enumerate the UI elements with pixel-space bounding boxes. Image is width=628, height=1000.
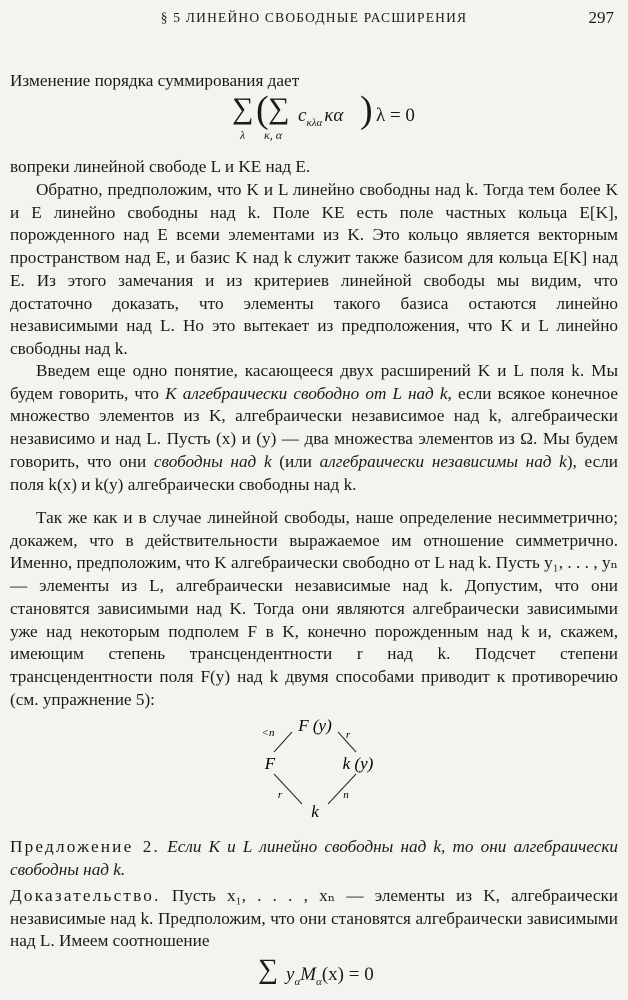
formula-1 <box>232 89 432 148</box>
formula-2-body: $y_\alpha M_\alpha(x) = 0$ <box>286 964 374 988</box>
proposition-2 <box>10 836 618 881</box>
page-number: 297 <box>588 8 614 27</box>
formula-1-term: $c_{\kappa\lambda\alpha}$ κα <box>298 105 344 129</box>
proposition-label: Предложение 2. <box>10 837 161 856</box>
edge-top-left <box>274 732 292 752</box>
formula-2 <box>258 954 418 996</box>
proof <box>10 885 618 953</box>
running-title: § 5 ЛИНЕЙНО СВОБОДНЫЕ РАСШИРЕНИЯ <box>160 10 468 25</box>
paragraph-3: Введем еще одно понятие, касающееся двух расширений K и L поля k. Мы будем говорить, что K алгебраически свободно от L над k, если всякое конечное множество элементов из K, алгебраически независимое над k, алгебраически независимо и над L. Пусть (x) и (y) — два множества элементов из Ω. Мы будем говорить, что они свободны над k (или алгебраически независимы над k), если поля k(x) и k(y) алгебраически свободны над k. <box>10 361 618 494</box>
formula-1-inner-sum: ∑ <box>268 92 290 125</box>
formula-1-rest: λ = 0 <box>376 105 415 126</box>
proposition-text: Если K и L линейно свободны над k, то они алгебраически свободны над k. <box>10 837 618 879</box>
field-diagram <box>240 712 390 824</box>
label-bottom-left: r <box>277 789 283 801</box>
formula-1-outer-sum: ∑ <box>232 92 254 125</box>
formula-1-outer-sub: λ <box>240 128 246 142</box>
label-top-left: <n <box>261 727 275 739</box>
node-left: F <box>264 754 276 773</box>
node-right: k (y) <box>342 754 374 773</box>
paragraph-4: Так же как и в случае линейной свободы, наше определение несимметрично; докажем, что в действительности выражаемое им отношение симметрично. Именно, предположим, что K алгебраически свободно от L над k. Пусть y₁, . . . , yₙ — элементы из L, алгебраически независимые над k. Допустим, что они становятся зависимыми над K. Тогда они являются алгебраически зависимыми уже над некоторым подполем F в K, конечно порожденным над k и, скажем, имеющим степень трансцендентности r над k. Подсчет степени трансцендентности поля F(y) над k двумя способами приводит к противоречию (см. упражнение 5): <box>10 508 618 709</box>
proof-text: Пусть x₁, . . . , xₙ — элементы из K, алгебраически независимые над k. Предположим, что они становятся алгебраически зависимыми над L. Имеем соотношение <box>10 886 619 951</box>
formula-1-rparen: ) <box>360 89 373 131</box>
paragraph-1: вопреки линейной свободе L и KE над E. <box>10 157 311 176</box>
formula-1-lparen: ( <box>256 89 269 131</box>
edge-bottom-right <box>328 774 356 804</box>
paragraph-2: Обратно, предположим, что K и L линейно свободны над k. Тогда тем более K и E линейно свободны над k. Поле KE есть поле частных кольца E[K], порожденного над E всеми элементами из K. Это кольцо является векторным пространством над E, и базис K над k служит также базисом для кольца E[K] над E. Из этого замечания и из критериев линейной свободы мы видим, что достаточно доказать, что элементы такого базиса остаются линейно независимыми над L. Но это вытекает из предположения, что K и L линейно свободны над k. <box>10 180 618 358</box>
formula-2-sum: ∑ <box>258 954 278 985</box>
proof-label: Доказательство. <box>10 886 161 905</box>
intro-line: Изменение порядка суммирования дает <box>10 71 300 90</box>
node-top: F (y) <box>298 716 332 735</box>
label-top-right: r <box>345 729 351 741</box>
formula-1-inner-sub: κ, α <box>264 128 283 142</box>
page-header <box>10 8 618 30</box>
label-bottom-right: n <box>343 789 349 801</box>
node-bottom: k <box>311 802 319 821</box>
